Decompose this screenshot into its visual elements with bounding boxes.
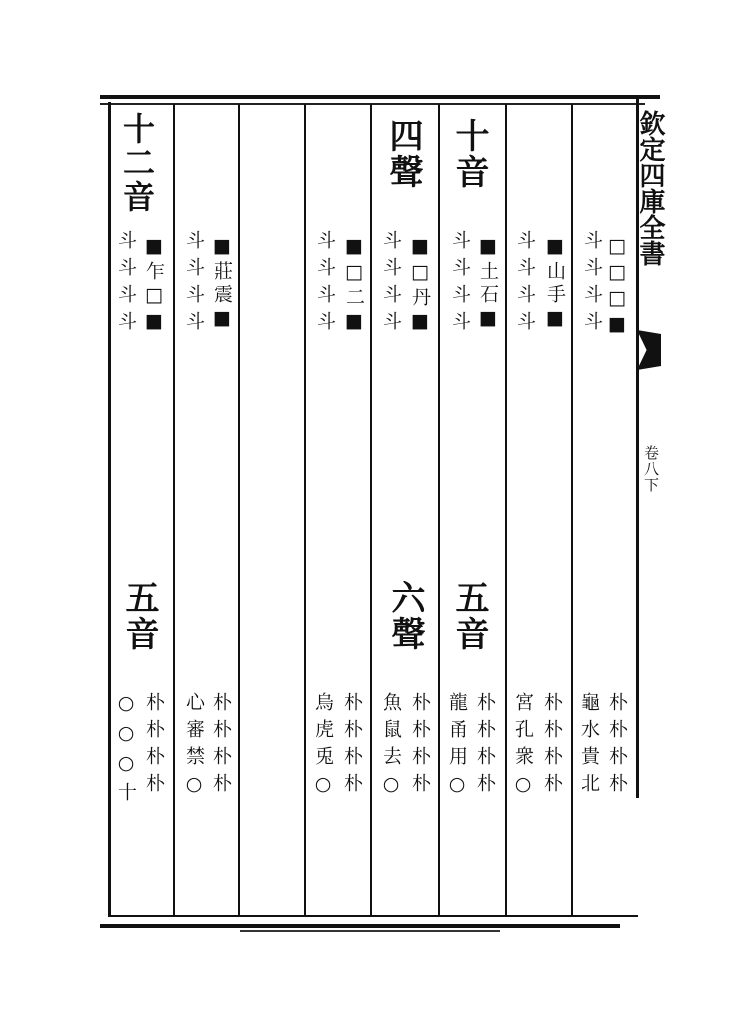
col8-row-b: 斗斗斗斗	[115, 230, 137, 338]
col1-row-c: 朴朴朴朴	[606, 692, 628, 800]
col7-row-a: ■莊震■	[211, 235, 233, 333]
fishtail-mark	[637, 330, 661, 370]
col5-row-a: ■□二■	[343, 235, 365, 336]
bottom-rule-inner	[240, 930, 500, 932]
column-divider	[173, 104, 175, 915]
col8-row-a: ■乍□■	[143, 235, 165, 336]
col7-row-c: 朴朴朴朴	[210, 692, 232, 800]
col4-heading-bottom: 六聲	[385, 580, 425, 652]
col1-row-a: □□□■	[606, 235, 628, 339]
col3-row-a: ■土石■	[477, 235, 499, 333]
col5-row-d: 烏虎兎○	[312, 692, 334, 803]
book-title: 欽定四庫全書	[635, 110, 665, 266]
column-divider	[505, 104, 507, 915]
col1-row-b: 斗斗斗斗	[581, 230, 603, 338]
col8-row-c: 朴朴朴朴	[143, 692, 165, 800]
column-divider	[304, 104, 306, 915]
col7-row-b: 斗斗斗斗	[183, 230, 205, 338]
col5-row-b: 斗斗斗斗	[314, 230, 336, 338]
col3-heading-bottom: 五音	[449, 580, 489, 652]
col2-row-b: 斗斗斗斗	[514, 230, 536, 338]
col3-row-b: 斗斗斗斗	[449, 230, 471, 338]
bottom-rule	[100, 924, 620, 928]
top-border-inner	[100, 103, 645, 105]
column-divider	[438, 104, 440, 915]
col2-row-a: ■山手■	[544, 235, 566, 333]
col4-row-b: 斗斗斗斗	[380, 230, 402, 338]
col8-row-d: ○○○十	[115, 692, 137, 809]
column-divider	[370, 104, 372, 915]
col3-heading-top: 十音	[449, 118, 489, 190]
col4-heading-top: 四聲	[383, 118, 423, 190]
volume-label: 卷八下	[642, 445, 660, 493]
column-divider	[238, 104, 240, 915]
col1-row-d: 龜水貴北	[578, 692, 600, 800]
col3-row-d: 龍甬用○	[446, 692, 468, 803]
top-border	[100, 95, 660, 99]
column-divider	[571, 104, 573, 915]
col2-row-d: 宮孔衆○	[512, 692, 534, 803]
col7-row-d: 心審禁○	[183, 692, 205, 803]
col4-row-a: ■□丹■	[409, 235, 431, 336]
col4-row-c: 朴朴朴朴	[409, 692, 431, 800]
col8-heading-top: 十二音	[118, 112, 156, 214]
col3-row-c: 朴朴朴朴	[474, 692, 496, 800]
col5-row-c: 朴朴朴朴	[341, 692, 363, 800]
col2-row-c: 朴朴朴朴	[541, 692, 563, 800]
col4-row-d: 魚鼠去○	[380, 692, 402, 803]
col8-heading-bottom: 五音	[119, 580, 159, 652]
left-border	[108, 102, 111, 917]
bottom-border	[108, 915, 638, 917]
